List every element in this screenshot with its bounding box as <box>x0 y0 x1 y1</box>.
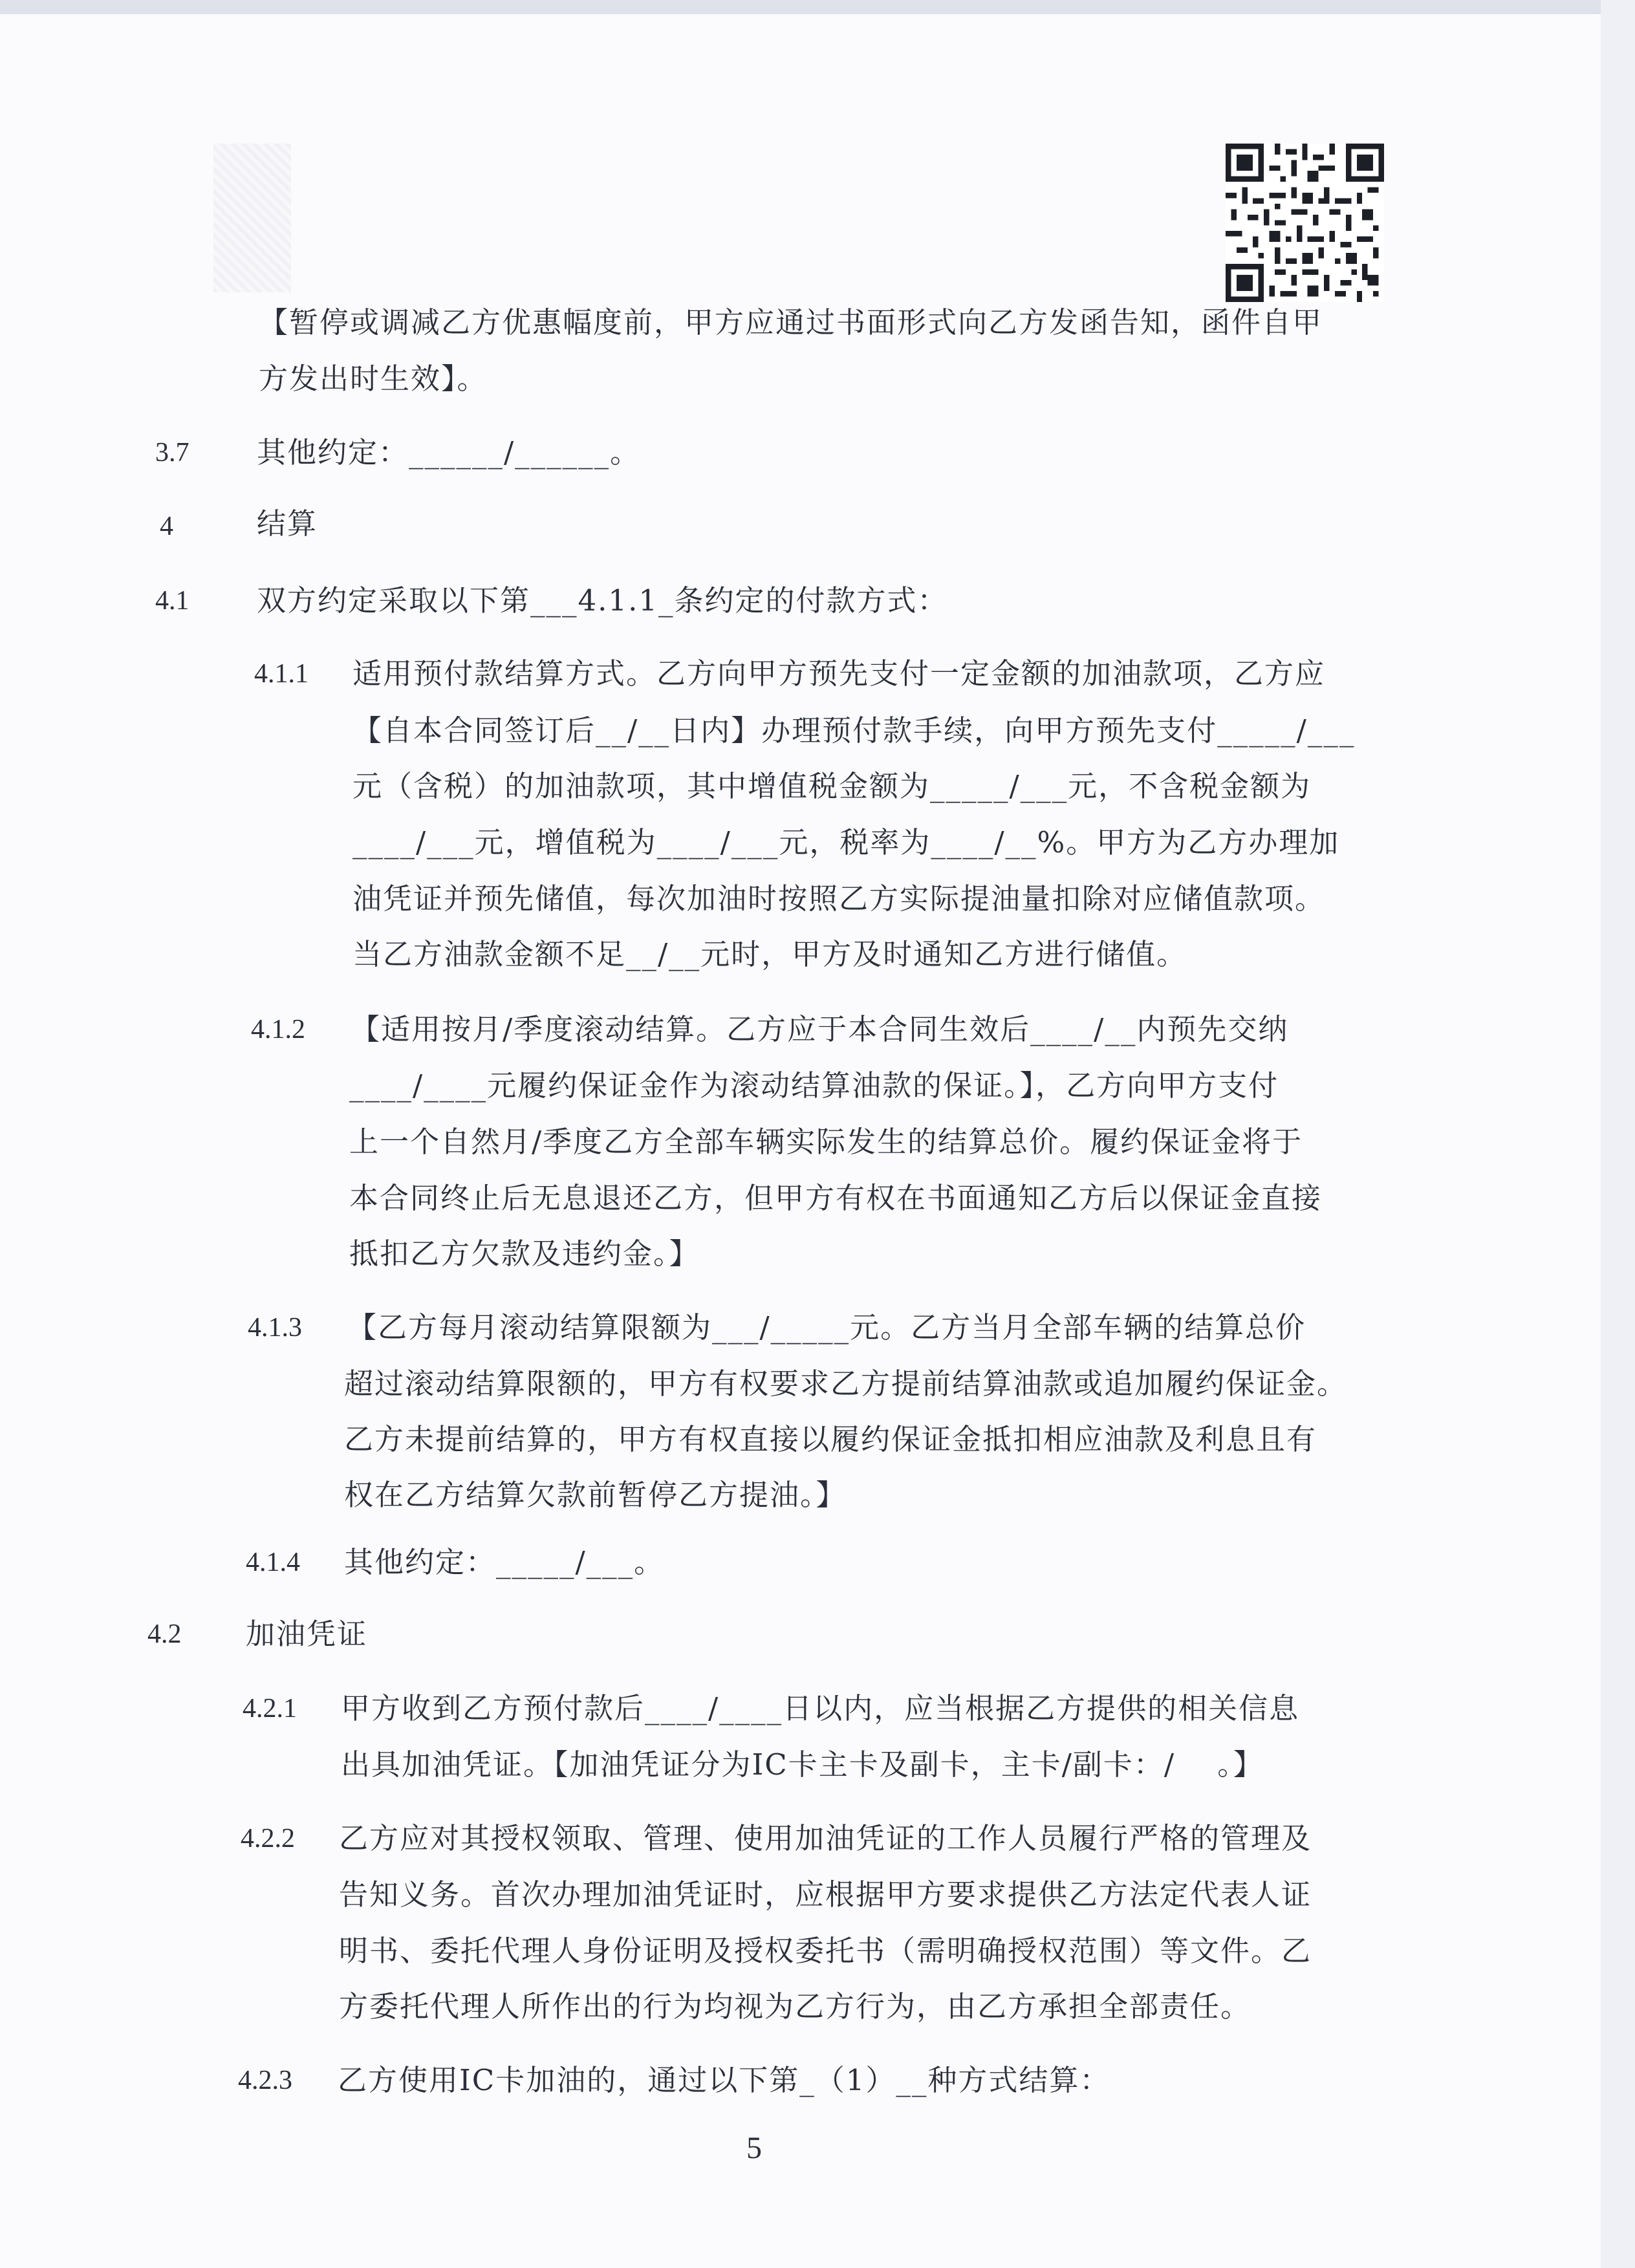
scan-right-edge <box>1601 0 1635 2268</box>
paragraph-line: 其他约定：______/______。 <box>257 435 641 470</box>
paragraph-line: ____/___元，增值税为____/___元，税率为____/__%。甲方为乙方办理加 <box>352 825 1340 859</box>
bleed-through-mark <box>213 144 291 292</box>
clause-number: 3.7 <box>155 438 189 468</box>
paragraph-line: 甲方收到乙方预付款后____/____日以内，应当根据乙方提供的相关信息 <box>341 1691 1300 1725</box>
paragraph-line: 明书、委托代理人身份证明及授权委托书（需明确授权范围）等文件。乙 <box>339 1934 1312 1968</box>
clause-number: 4.2.3 <box>238 2066 292 2095</box>
paragraph-line: ____/____元履约保证金作为滚动结算油款的保证。】，乙方向甲方支付 <box>349 1068 1279 1103</box>
scan-top-edge <box>0 0 1635 14</box>
clause-number: 4.1.3 <box>248 1313 302 1343</box>
clause-number: 4.1.4 <box>246 1548 300 1577</box>
paragraph-line: 当乙方油款金额不足__/__元时，甲方及时通知乙方进行储值。 <box>352 937 1187 971</box>
paragraph-line: 乙方使用IC卡加油的，通过以下第_（1）__种方式结算： <box>338 2063 1110 2097</box>
document-page <box>0 14 1601 2268</box>
paragraph-line: 元（含税）的加油款项，其中增值税金额为_____/___元，不含税金额为 <box>352 769 1312 803</box>
clause-number: 4.1.1 <box>254 659 309 689</box>
clause-number: 4.2.2 <box>241 1824 295 1853</box>
paragraph-line: 超过滚动结算限额的，甲方有权要求乙方提前结算油款或追加履约保证金。 <box>344 1366 1348 1401</box>
qr-code-icon <box>1226 144 1384 302</box>
paragraph-line: 【自本合同签订后__/__日内】办理预付款手续，向甲方预先支付_____/___ <box>352 713 1356 748</box>
paragraph-line: 告知义务。首次办理加油凭证时，应根据甲方要求提供乙方法定代表人证 <box>339 1877 1312 1912</box>
paragraph-line: 双方约定采取以下第___4.1.1_条约定的付款方式： <box>257 583 948 618</box>
paragraph-line: 方委托代理人所作出的行为均视为乙方行为，由乙方承担全部责任。 <box>339 1989 1251 2024</box>
page-number: 5 <box>746 2131 762 2165</box>
paragraph-line: 出具加油凭证。【加油凭证分为IC卡主卡及副卡，主卡/副卡：/ 。】 <box>341 1747 1264 1782</box>
paragraph-line: 油凭证并预先储值，每次加油时按照乙方实际提油量扣除对应储值款项。 <box>352 881 1326 916</box>
paragraph-line: 适用预付款结算方式。乙方向甲方预先支付一定金额的加油款项，乙方应 <box>352 656 1326 691</box>
section-title: 结算 <box>257 506 318 541</box>
clause-number: 4.2 <box>147 1619 182 1649</box>
paragraph-line: 乙方应对其授权领取、管理、使用加油凭证的工作人员履行严格的管理及 <box>339 1821 1312 1855</box>
paragraph-line: 上一个自然月/季度乙方全部车辆实际发生的结算总价。履约保证金将于 <box>349 1125 1303 1159</box>
paragraph-line: 【适用按月/季度滚动结算。乙方应于本合同生效后____/__内预先交纳 <box>351 1012 1289 1046</box>
paragraph-line: 本合同终止后无息退还乙方，但甲方有权在书面通知乙方后以保证金直接 <box>349 1181 1323 1215</box>
paragraph-line: 乙方未提前结算的，甲方有权直接以履约保证金抵扣相应油款及利息且有 <box>344 1422 1317 1456</box>
paragraph-line: 抵扣乙方欠款及违约金。】 <box>349 1237 700 1271</box>
clause-number: 4.1.2 <box>251 1015 305 1044</box>
paragraph-line: 权在乙方结算欠款前暂停乙方提油。】 <box>344 1478 847 1512</box>
paragraph-line: 其他约定：_____/___。 <box>344 1545 665 1579</box>
section-title: 加油凭证 <box>246 1617 368 1651</box>
paragraph-line: 【暂停或调减乙方优惠幅度前，甲方应通过书面形式向乙方发函告知，函件自甲 <box>259 305 1323 340</box>
clause-number: 4.1 <box>155 586 189 616</box>
paragraph-line: 【乙方每月滚动结算限额为___/_____元。乙方当月全部车辆的结算总价 <box>347 1310 1306 1345</box>
paragraph-line: 方发出时生效】。 <box>259 362 488 396</box>
clause-number: 4.2.1 <box>243 1694 297 1723</box>
section-number: 4 <box>160 512 173 541</box>
